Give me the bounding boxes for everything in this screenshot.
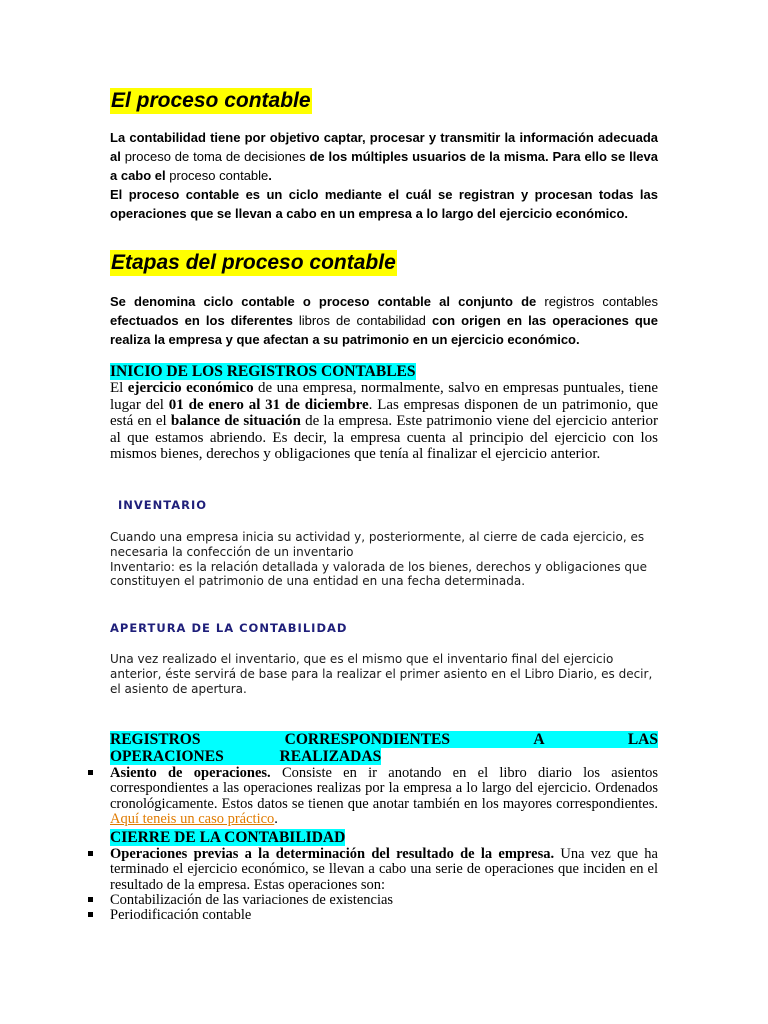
apertura-title: APERTURA DE LA CONTABILIDAD bbox=[110, 621, 348, 635]
cierre-item3: Periodificación contable bbox=[110, 907, 252, 924]
list-item bbox=[88, 766, 658, 827]
registros-item-bold: Asiento de operaciones. bbox=[110, 765, 271, 781]
registros-title: REGISTROS CORRESPONDIENTES A LAS OPERACIONES REALIZADAS bbox=[110, 731, 658, 765]
cierre-title: CIERRE DE LA CONTABILIDAD bbox=[110, 829, 346, 846]
etapas-e: con origen en las operaciones que realiza la empresa y que afectan a su patrimonio en un ejercicio económico. bbox=[110, 313, 658, 347]
heading-etapas: Etapas del proceso contable bbox=[111, 251, 396, 274]
inventario-title: INVENTARIO bbox=[118, 498, 208, 512]
inicio-p4: 01 de enero al 31 de diciembre bbox=[168, 396, 369, 413]
caso-practico-link[interactable]: Aquí teneis un caso práctico bbox=[110, 810, 275, 827]
etapas-a: Se denomina ciclo contable o proceso contable al conjunto de bbox=[110, 294, 537, 309]
cierre-item1-bold: Operaciones previas a la determinación del resultado de la empresa. bbox=[110, 846, 555, 862]
list-item bbox=[88, 847, 658, 893]
inicio-title-wrap bbox=[110, 363, 416, 381]
cierre-item2: Contabilización de las variaciones de existencias bbox=[110, 891, 394, 908]
bullet-square-icon bbox=[88, 897, 93, 902]
intro-s2: El proceso contable es un ciclo mediante el cuál se registran y procesan todas las operaciones que se llevan a cabo en un empresa a lo largo del ejercicio económico. bbox=[110, 187, 658, 221]
intro-s1c: de los múltiples usuarios de la misma. Para ello se lleva a cabo el bbox=[110, 149, 658, 183]
registros-list bbox=[88, 766, 658, 827]
registros-title-wrap bbox=[110, 731, 658, 765]
intro-s1b: proceso de toma de decisiones bbox=[124, 149, 306, 164]
bullet-square-icon bbox=[88, 770, 93, 775]
cierre-item1-text: Una vez que ha terminado el ejercicio económico, se llevan a cabo una serie de operaciones que inciden en el resultado de la empresa. Estas operaciones son: bbox=[110, 846, 658, 893]
intro-s1a: La contabilidad tiene por objetivo captar, procesar y transmitir la información adecuada al bbox=[110, 130, 658, 164]
intro-s1d: proceso contable bbox=[169, 168, 269, 183]
intro-s1e: . bbox=[268, 168, 272, 183]
inicio-p1: El bbox=[110, 380, 124, 396]
etapas-c: efectuados en los diferentes bbox=[110, 313, 293, 328]
inicio-p2: ejercicio económico bbox=[127, 380, 254, 396]
inventario-text bbox=[110, 530, 658, 589]
inicio-paragraph bbox=[110, 380, 658, 463]
etapas-d: libros de contabilidad bbox=[298, 313, 426, 328]
registros-after-link: . bbox=[274, 810, 278, 827]
intro-paragraph bbox=[110, 128, 658, 223]
inventario-l2: Inventario: es la relación detallada y valorada de los bienes, derechos y obligaciones que constituyen el patrimonio de una entidad en una fecha determinada. bbox=[110, 559, 647, 589]
inicio-title: INICIO DE LOS REGISTROS CONTABLES bbox=[110, 363, 416, 380]
list-item bbox=[88, 908, 658, 923]
etapas-paragraph bbox=[110, 292, 658, 349]
cierre-list bbox=[88, 847, 658, 923]
inicio-p3: de una empresa, normalmente, salvo en empresas puntuales, tiene lugar del bbox=[110, 380, 659, 413]
cierre-title-wrap bbox=[110, 829, 345, 847]
bullet-square-icon bbox=[88, 912, 93, 917]
inventario-l1: Cuando una empresa inicia su actividad y, posteriormente, al cierre de cada ejercicio, es necesaria la confección de un inventario bbox=[110, 530, 645, 559]
etapas-b: registros contables bbox=[544, 294, 658, 309]
inicio-p5: . Las empresas disponen de un patrimonio, que está en el bbox=[110, 396, 658, 430]
bullet-square-icon bbox=[88, 851, 93, 856]
inicio-p6: balance de situación bbox=[170, 413, 301, 430]
registros-item-text: Consiste en ir anotando en el libro diario los asientos correspondientes a las operaciones realizas por la empresa a lo largo del ejercicio. Ordenados cronológicamente. Estos datos se tienen que anotar también en los mayores correspondientes. bbox=[110, 765, 659, 812]
heading-proceso-contable: El proceso contable bbox=[111, 89, 311, 112]
list-item bbox=[88, 893, 658, 908]
apertura-text: Una vez realizado el inventario, que es el mismo que el inventario final del ejercicio anterior, éste servirá de base para la realizar el primer asiento en el Libro Diario, es decir, el asiento de apertura. bbox=[110, 652, 653, 696]
inicio-p7: de la empresa. Este patrimonio viene del ejercicio anterior al que estamos abriendo. Es decir, la empresa cuenta al principio del ejercicio con los mismos bienes, derechos y obligaciones que tenía al finalizar el ejercicio anterior. bbox=[110, 413, 658, 463]
